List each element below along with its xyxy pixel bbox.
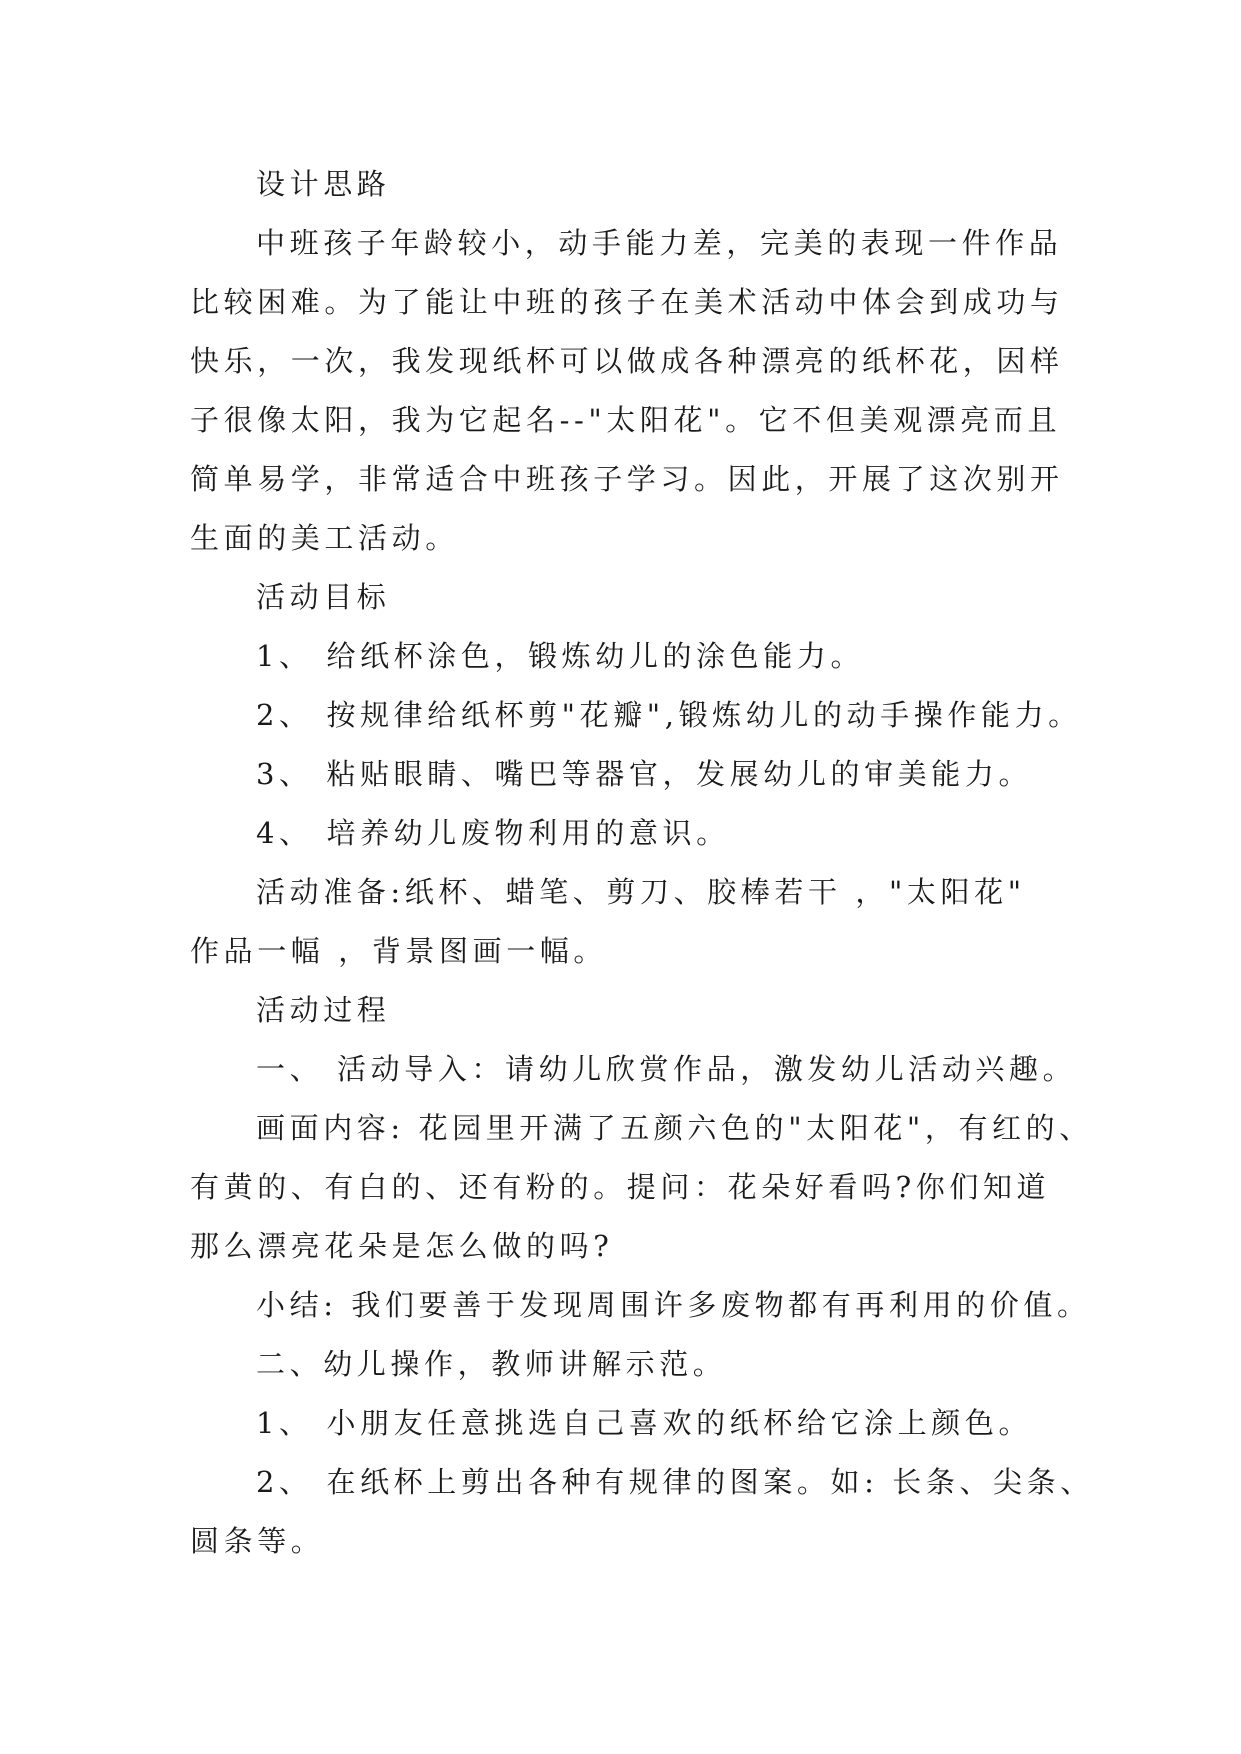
goal-item: 4、 培养幼儿废物利用的意识。 [256,816,730,850]
paragraph-line: 中班孩子年龄较小，动手能力差，完美的表现一件作品 [256,226,1063,260]
paragraph-line: 比较困难。为了能让中班的孩子在美术活动中体会到成功与 [190,285,1064,319]
paragraph-line: 生面的美工活动。 [190,521,459,555]
paragraph-line: 有黄的、有白的、还有粉的。提问：花朵好看吗?你们知道 [190,1170,1051,1204]
preparation-line: 作品一幅 ，背景图画一幅。 [190,934,608,968]
heading-design-idea: 设计思路 [256,167,391,201]
process-step: 二、幼儿操作，教师讲解示范。 [256,1347,727,1381]
process-step: 一、 活动导入：请幼儿欣赏作品，激发幼儿活动兴趣。 [256,1052,1077,1086]
paragraph-line: 子很像太阳，我为它起名--"太阳花"。它不但美观漂亮而且 [190,403,1062,437]
goal-item: 2、 按规律给纸杯剪"花瓣",锻炼幼儿的动手操作能力。 [256,698,1082,732]
summary-line: 小结: 我们要善于发现周围许多废物都有再利用的价值。 [256,1288,1091,1322]
paragraph-line: 那么漂亮花朵是怎么做的吗? [190,1229,614,1263]
paragraph-line: 快乐，一次，我发现纸杯可以做成各种漂亮的纸杯花，因样 [190,344,1064,378]
process-item: 1、 小朋友任意挑选自己喜欢的纸杯给它涂上颜色。 [256,1406,1033,1440]
paragraph-line: 圆条等。 [190,1524,325,1558]
heading-activity-goals: 活动目标 [256,580,391,614]
goal-item: 3、 粘贴眼睛、嘴巴等器官，发展幼儿的审美能力。 [256,757,1033,791]
paragraph-line: 画面内容: 花园里开满了五颜六色的"太阳花"，有红的、 [256,1111,1093,1145]
paragraph-line: 简单易学，非常适合中班孩子学习。因此，开展了这次别开 [190,462,1064,496]
heading-activity-process: 活动过程 [256,993,391,1027]
goal-item: 1、 给纸杯涂色，锻炼幼儿的涂色能力。 [256,639,865,673]
process-item: 2、 在纸杯上剪出各种有规律的图案。如: 长条、尖条、 [256,1465,1094,1499]
preparation-line: 活动准备:纸杯、蜡笔、剪刀、胶棒若干 ，"太阳花" [256,875,1026,909]
